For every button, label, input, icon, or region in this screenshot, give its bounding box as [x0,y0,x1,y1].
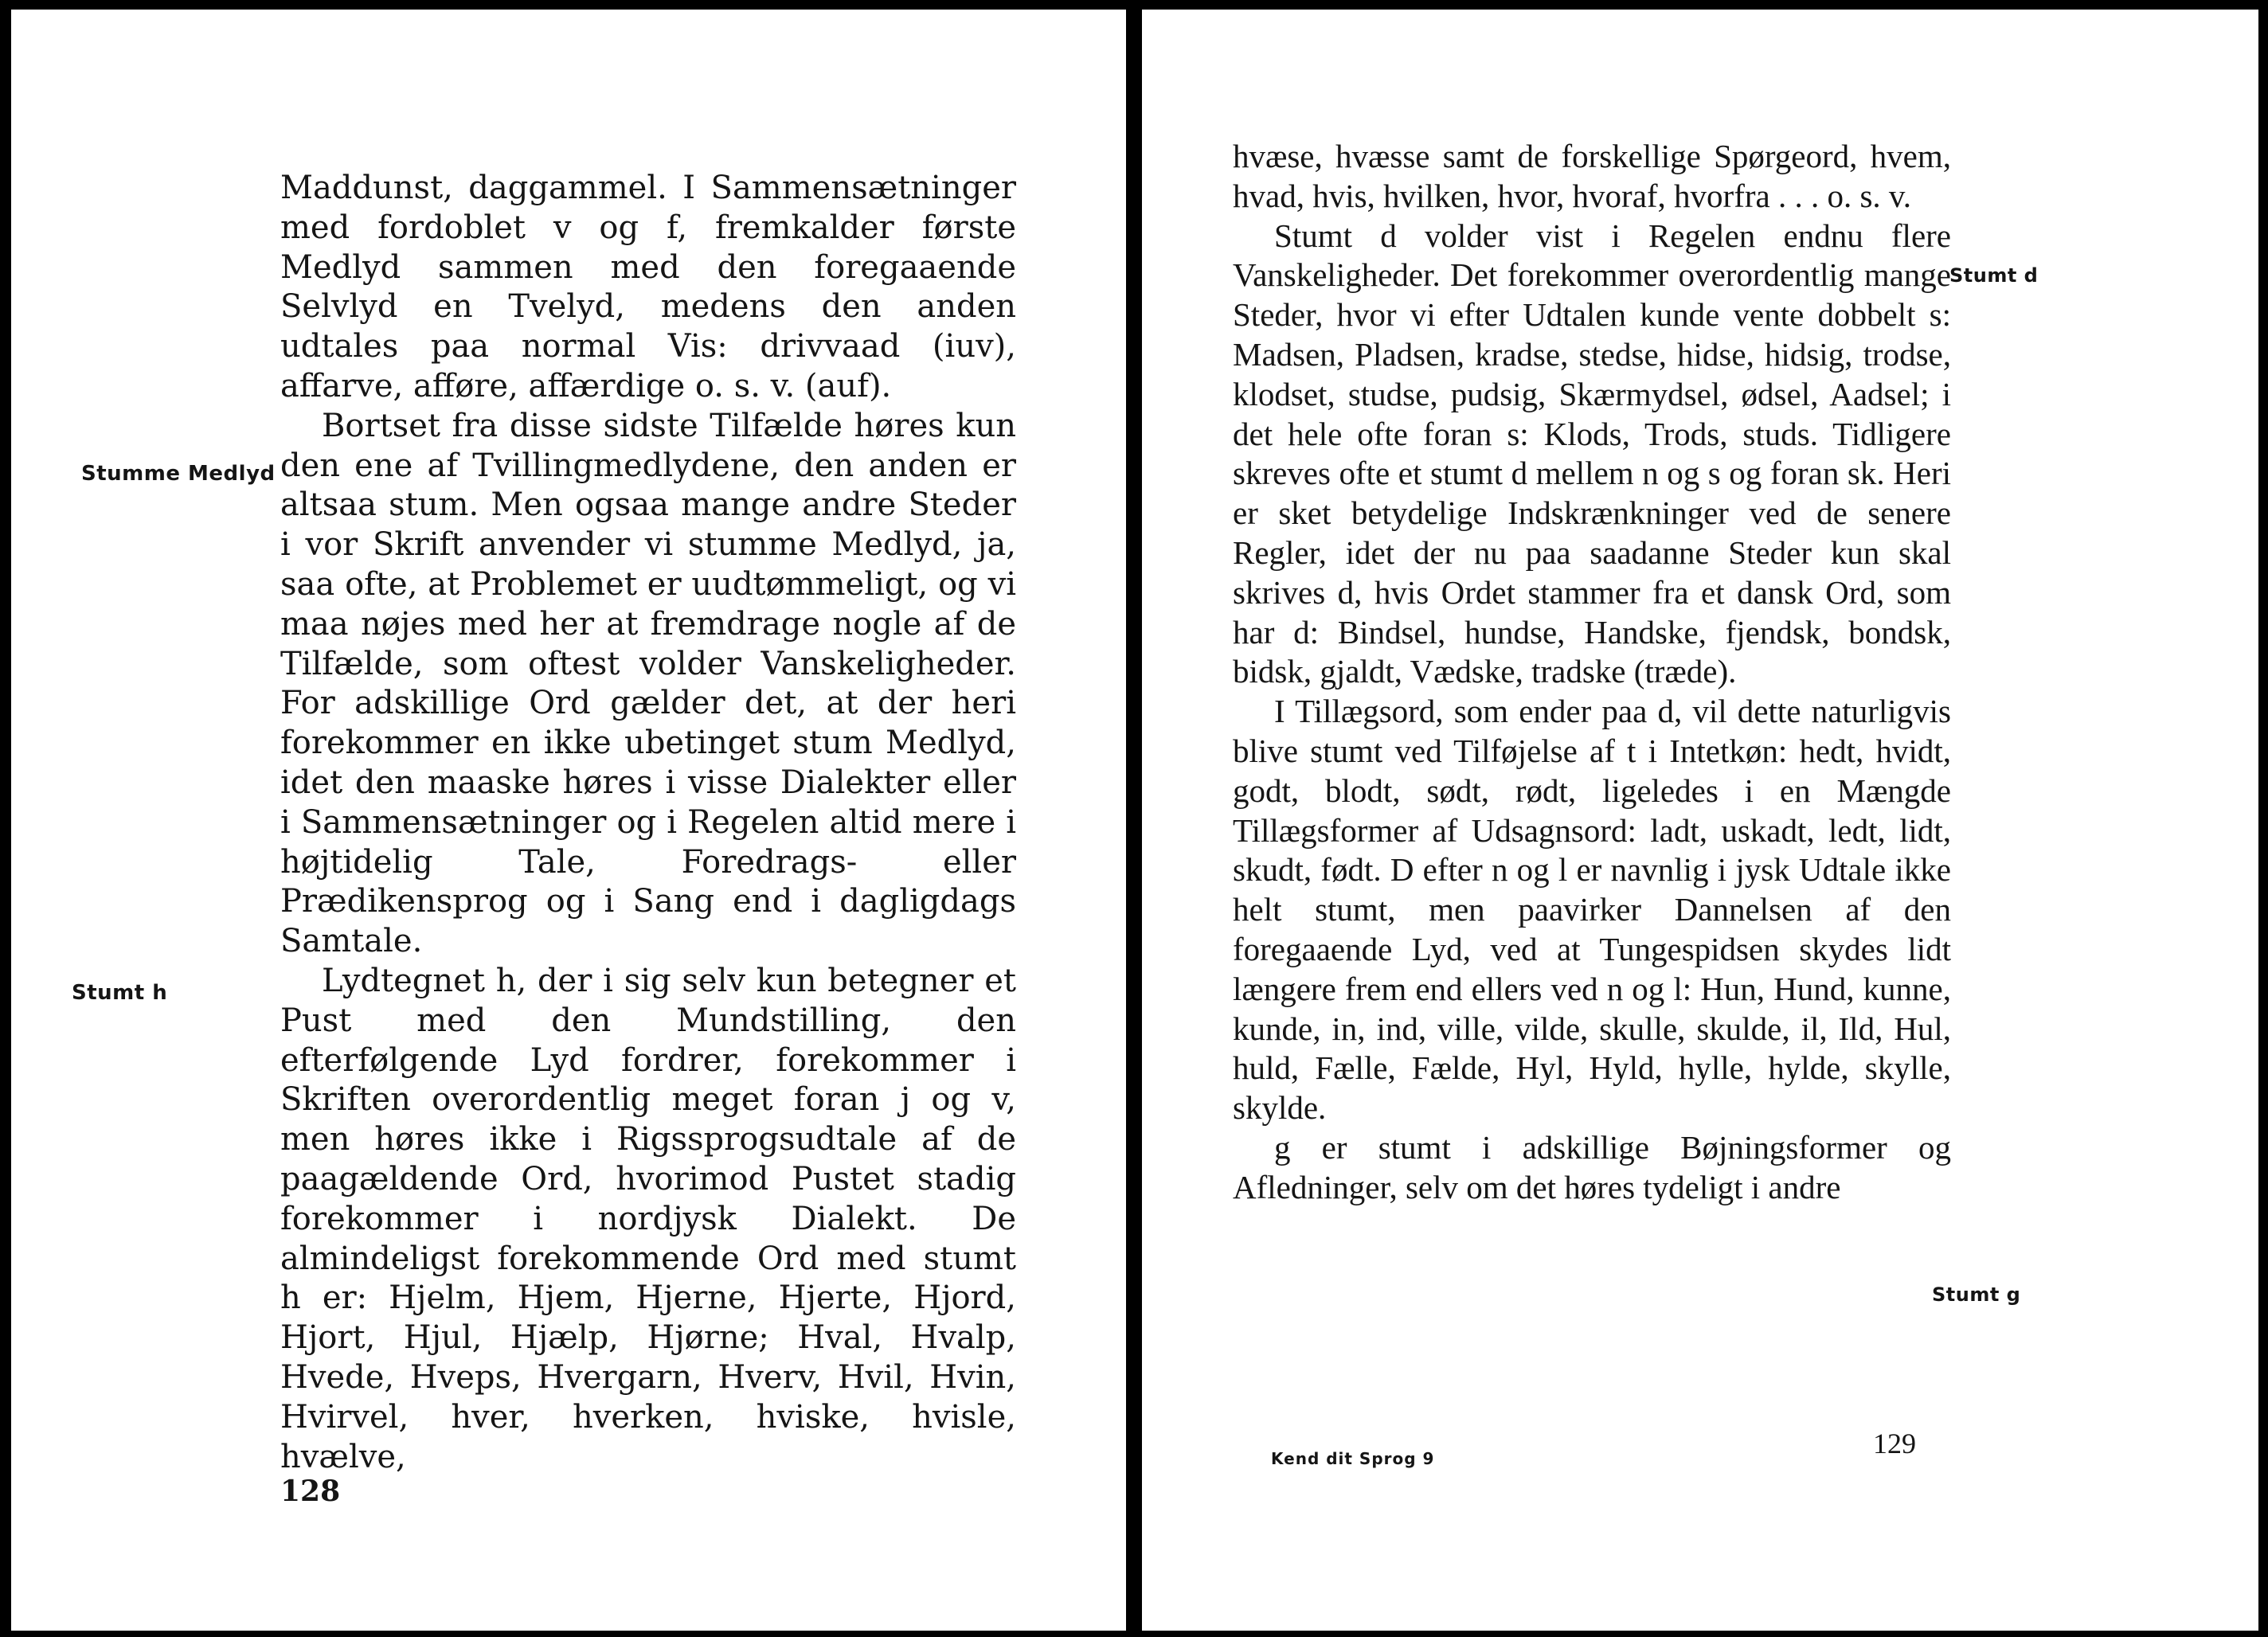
margin-note-stumt-g: Stumt g [1932,1283,2021,1306]
paragraph: Lydtegnet h, der i sig selv kun betegner et Pust med den Mundstilling, den efterfølgende Lyd fordrer, forekommer i Skriften overordentlig meget foran j og v, men høres ikke i Rigssprogsudtale af de paagældende Ord, hvorimod Pustet stadig forekommer i nordjysk Dialekt. De almindeligst forekommende Ord med stumt h er: Hjelm, Hjem, Hjerne, Hjerte, Hjord, Hjort, Hjul, Hjælp, Hjørne; Hval, Hvalp, Hvede, Hveps, Hvergarn, Hverv, Hvil, Hvin, Hvirvel, hver, hverken, hviske, hvisle, hvælve, [280,962,1016,1475]
margin-note-stumt-h: Stumt h [72,981,168,1005]
paragraph: g er stumt i adskillige Bøjningsformer og Afledninger, selv om det høres tydeligt i andre [1233,1128,1951,1205]
paragraph: Stumt d volder vist i Regelen endnu flere Vanskeligheder. Det forekommer overordentlig mange Steder, hvor vi efter Udtalen kunde vente dobbelt s: Madsen, Pladsen, kradse, stedse, hidse, hidsig, trodse, klodset, studse, pudsig, Skærmydsel, ødsel, Aadsel; i det hele ofte foran s: Klods, Trods, studs. Tidligere skreves ofte et stumt d mellem n og s og foran sk. Heri er sket betydelige Indskrænkninger ved de senere Regler, idet der nu paa saadanne Steder kun skal skrives d, hvis Ordet stammer fra et dansk Ord, som har d: Bindsel, hundse, Handske, fjendsk, bondsk, bidsk, gjaldt, Vædske, tradske (træde). [1233,217,1951,690]
page-number: 128 [280,1475,341,1508]
margin-note-stumt-d: Stumt d [1949,264,2039,287]
paragraph: Bortset fra disse sidste Tilfælde høres kun den ene af Tvillingmedlydene, den anden er altsaa stum. Men ogsaa mange andre Steder i vor Skrift anvender vi stumme Medlyd, ja, saa ofte, at Problemet er uudtømmeligt, og vi maa nøjes med her at fremdrage nogle af de Tilfælde, som oftest volder Vanskeligheder. For adskillige Ord gælder det, at der heri forekommer en ikke ubetinget stum Medlyd, idet den maaske høres i visse Dialekter eller i Sammensætninger og i Regelen altid mere i højtidelig Tale, Foredrags- eller Prædikensprog og i Sang end i dagligdags Samtale. [280,407,1016,960]
left-text-block [280,169,1016,1477]
right-page [1142,10,2258,1631]
margin-note-stumme-medlyd: Stumme Medlyd [81,462,276,486]
right-text-block [1233,137,1951,1208]
paragraph: Maddunst, daggammel. I Sammensætninger med fordoblet v og f, fremkalder første Medlyd sammen med den foregaaende Selvlyd en Tvelyd, medens den anden udtales paa normal Vis: drivvaad (iuv), affarve, afføre, affærdige o. s. v. (auf). [280,170,1016,404]
paragraph: hvæse, hvæsse samt de forskellige Spørgeord, hvem, hvad, hvis, hvilken, hvor, hvoraf, hvorfra . . . o. s. v. [1233,138,1951,214]
page-number: 129 [1873,1428,1916,1459]
signature-line: Kend dit Sprog 9 [1271,1449,1435,1468]
left-page [11,10,1126,1631]
paragraph: I Tillægsord, som ender paa d, vil dette naturligvis blive stumt ved Tilføjelse af t i Intetkøn: hedt, hvidt, godt, blodt, sødt, rødt, ligeledes i en Mængde Tillægsformer af Udsagnsord: ladt, uskadt, ledt, lidt, skudt, født. D efter n og l er navnlig i jysk Udtale ikke helt stumt, men paavirker Dannelsen af den foregaaende Lyd, ved at Tungespidsen skydes lidt længere frem end ellers ved n og l: Hun, Hund, kunne, kunde, in, ind, ville, vilde, skulle, skulde, il, Ild, Hul, huld, Fælle, Fælde, Hyl, Hyld, hylle, hylde, skylle, skylde. [1233,693,1951,1127]
